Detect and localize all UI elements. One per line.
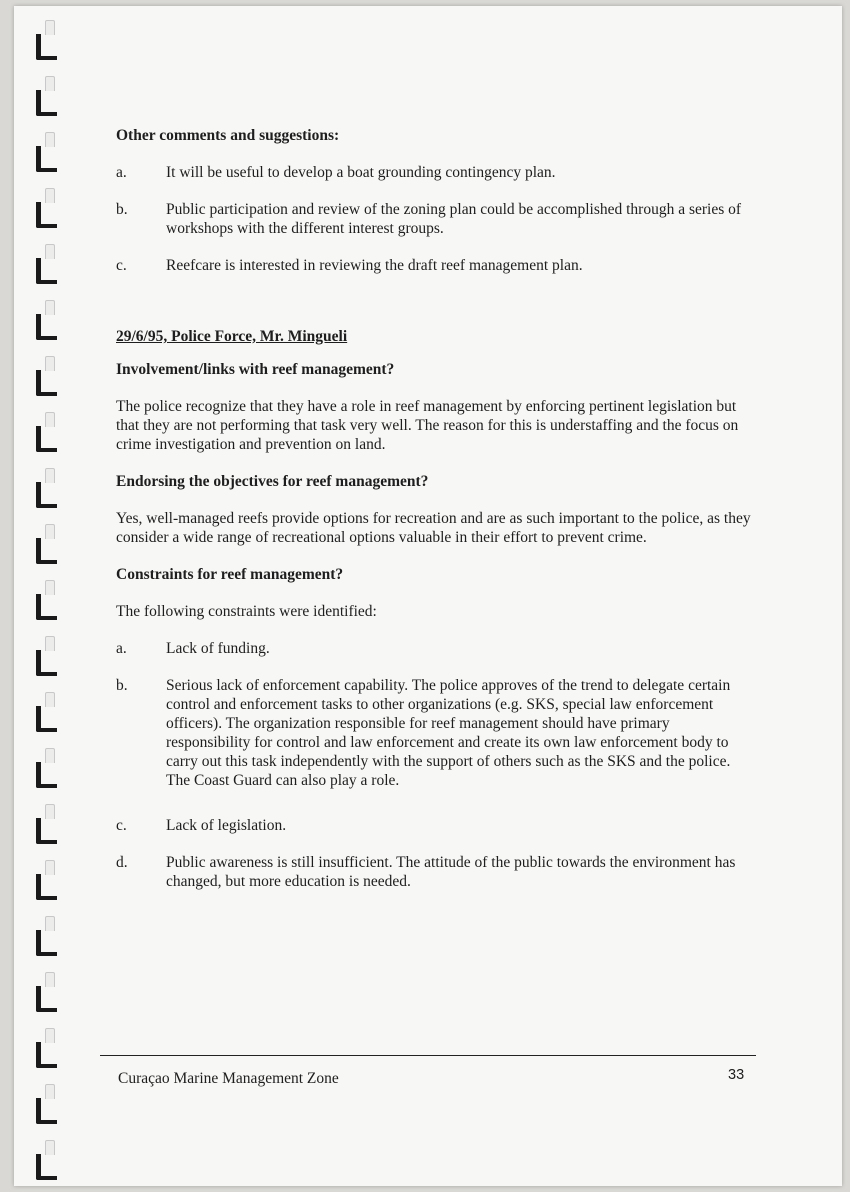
binding-ring <box>36 314 57 340</box>
list-item <box>116 853 756 891</box>
list-item <box>116 256 756 275</box>
binding-ring <box>36 482 57 508</box>
binding-ring <box>36 762 57 788</box>
binding-ring <box>36 1098 57 1124</box>
spiral-binding <box>14 6 62 1186</box>
constraints-intro: The following constraints were identified: <box>116 603 377 620</box>
binding-ring <box>36 874 57 900</box>
binding-ring <box>36 930 57 956</box>
list-item <box>116 163 756 182</box>
list-text: Public participation and review of the zoning plan could be accomplished through a series of workshops with the different interest groups. <box>166 201 742 237</box>
binding-ring <box>36 34 57 60</box>
list-label: c. <box>116 817 127 834</box>
endorsing-heading: Endorsing the objectives for reef management? <box>116 473 429 490</box>
binding-ring <box>36 706 57 732</box>
binding-ring <box>36 258 57 284</box>
binding-ring <box>36 146 57 172</box>
list-text: Public awareness is still insufficient. The attitude of the public towards the environment has changed, but more education is needed. <box>166 854 736 890</box>
involvement-heading: Involvement/links with reef management? <box>116 361 395 378</box>
list-item <box>116 816 756 835</box>
footer-title: Curaçao Marine Management Zone <box>118 1070 339 1087</box>
list-text: Lack of legislation. <box>166 817 287 834</box>
list-item <box>116 676 756 790</box>
list-text: Serious lack of enforcement capability. The police approves of the trend to delegate certain control and enforcement tasks to other organizations (e.g. SKS, special law enforcement officers). The organization responsible for reef management should have primary responsibility for control and law enforcement and create its own law enforcement body to carry out this task independently with the support of others such as the SKS and the police. The Coast Guard can also play a role. <box>166 677 731 789</box>
footer-rule <box>100 1055 756 1056</box>
constraints-heading: Constraints for reef management? <box>116 566 344 583</box>
binding-ring <box>36 1154 57 1180</box>
list-label: a. <box>116 164 127 181</box>
list-item <box>116 200 756 238</box>
binding-ring <box>36 90 57 116</box>
document-body <box>116 126 756 909</box>
list-label: d. <box>116 854 128 871</box>
binding-ring <box>36 202 57 228</box>
list-label: a. <box>116 640 127 657</box>
binding-ring <box>36 818 57 844</box>
list-text: Lack of funding. <box>166 640 270 657</box>
comments-heading: Other comments and suggestions: <box>116 127 340 144</box>
binding-ring <box>36 538 57 564</box>
binding-ring <box>36 370 57 396</box>
list-text: Reefcare is interested in reviewing the draft reef management plan. <box>166 257 583 274</box>
binding-ring <box>36 650 57 676</box>
endorsing-text: Yes, well-managed reefs provide options for recreation and are as such important to the police, as they consider a wide range of recreational options valuable in their effort to prevent crime. <box>116 510 751 546</box>
binding-ring <box>36 426 57 452</box>
involvement-text: The police recognize that they have a role in reef management by enforcing pertinent legislation but that they are not performing that task very well. The reason for this is understaffing and the focus on crime investigation and prevention on land. <box>116 398 739 453</box>
page-number: 33 <box>728 1067 745 1083</box>
list-label: c. <box>116 257 127 274</box>
list-text: It will be useful to develop a boat grounding contingency plan. <box>166 164 556 181</box>
binding-ring <box>36 1042 57 1068</box>
binding-ring <box>36 986 57 1012</box>
list-item <box>116 639 756 658</box>
binding-ring <box>36 594 57 620</box>
interview-heading: 29/6/95, Police Force, Mr. Mingueli <box>116 328 348 345</box>
list-label: b. <box>116 201 128 218</box>
list-label: b. <box>116 677 128 694</box>
